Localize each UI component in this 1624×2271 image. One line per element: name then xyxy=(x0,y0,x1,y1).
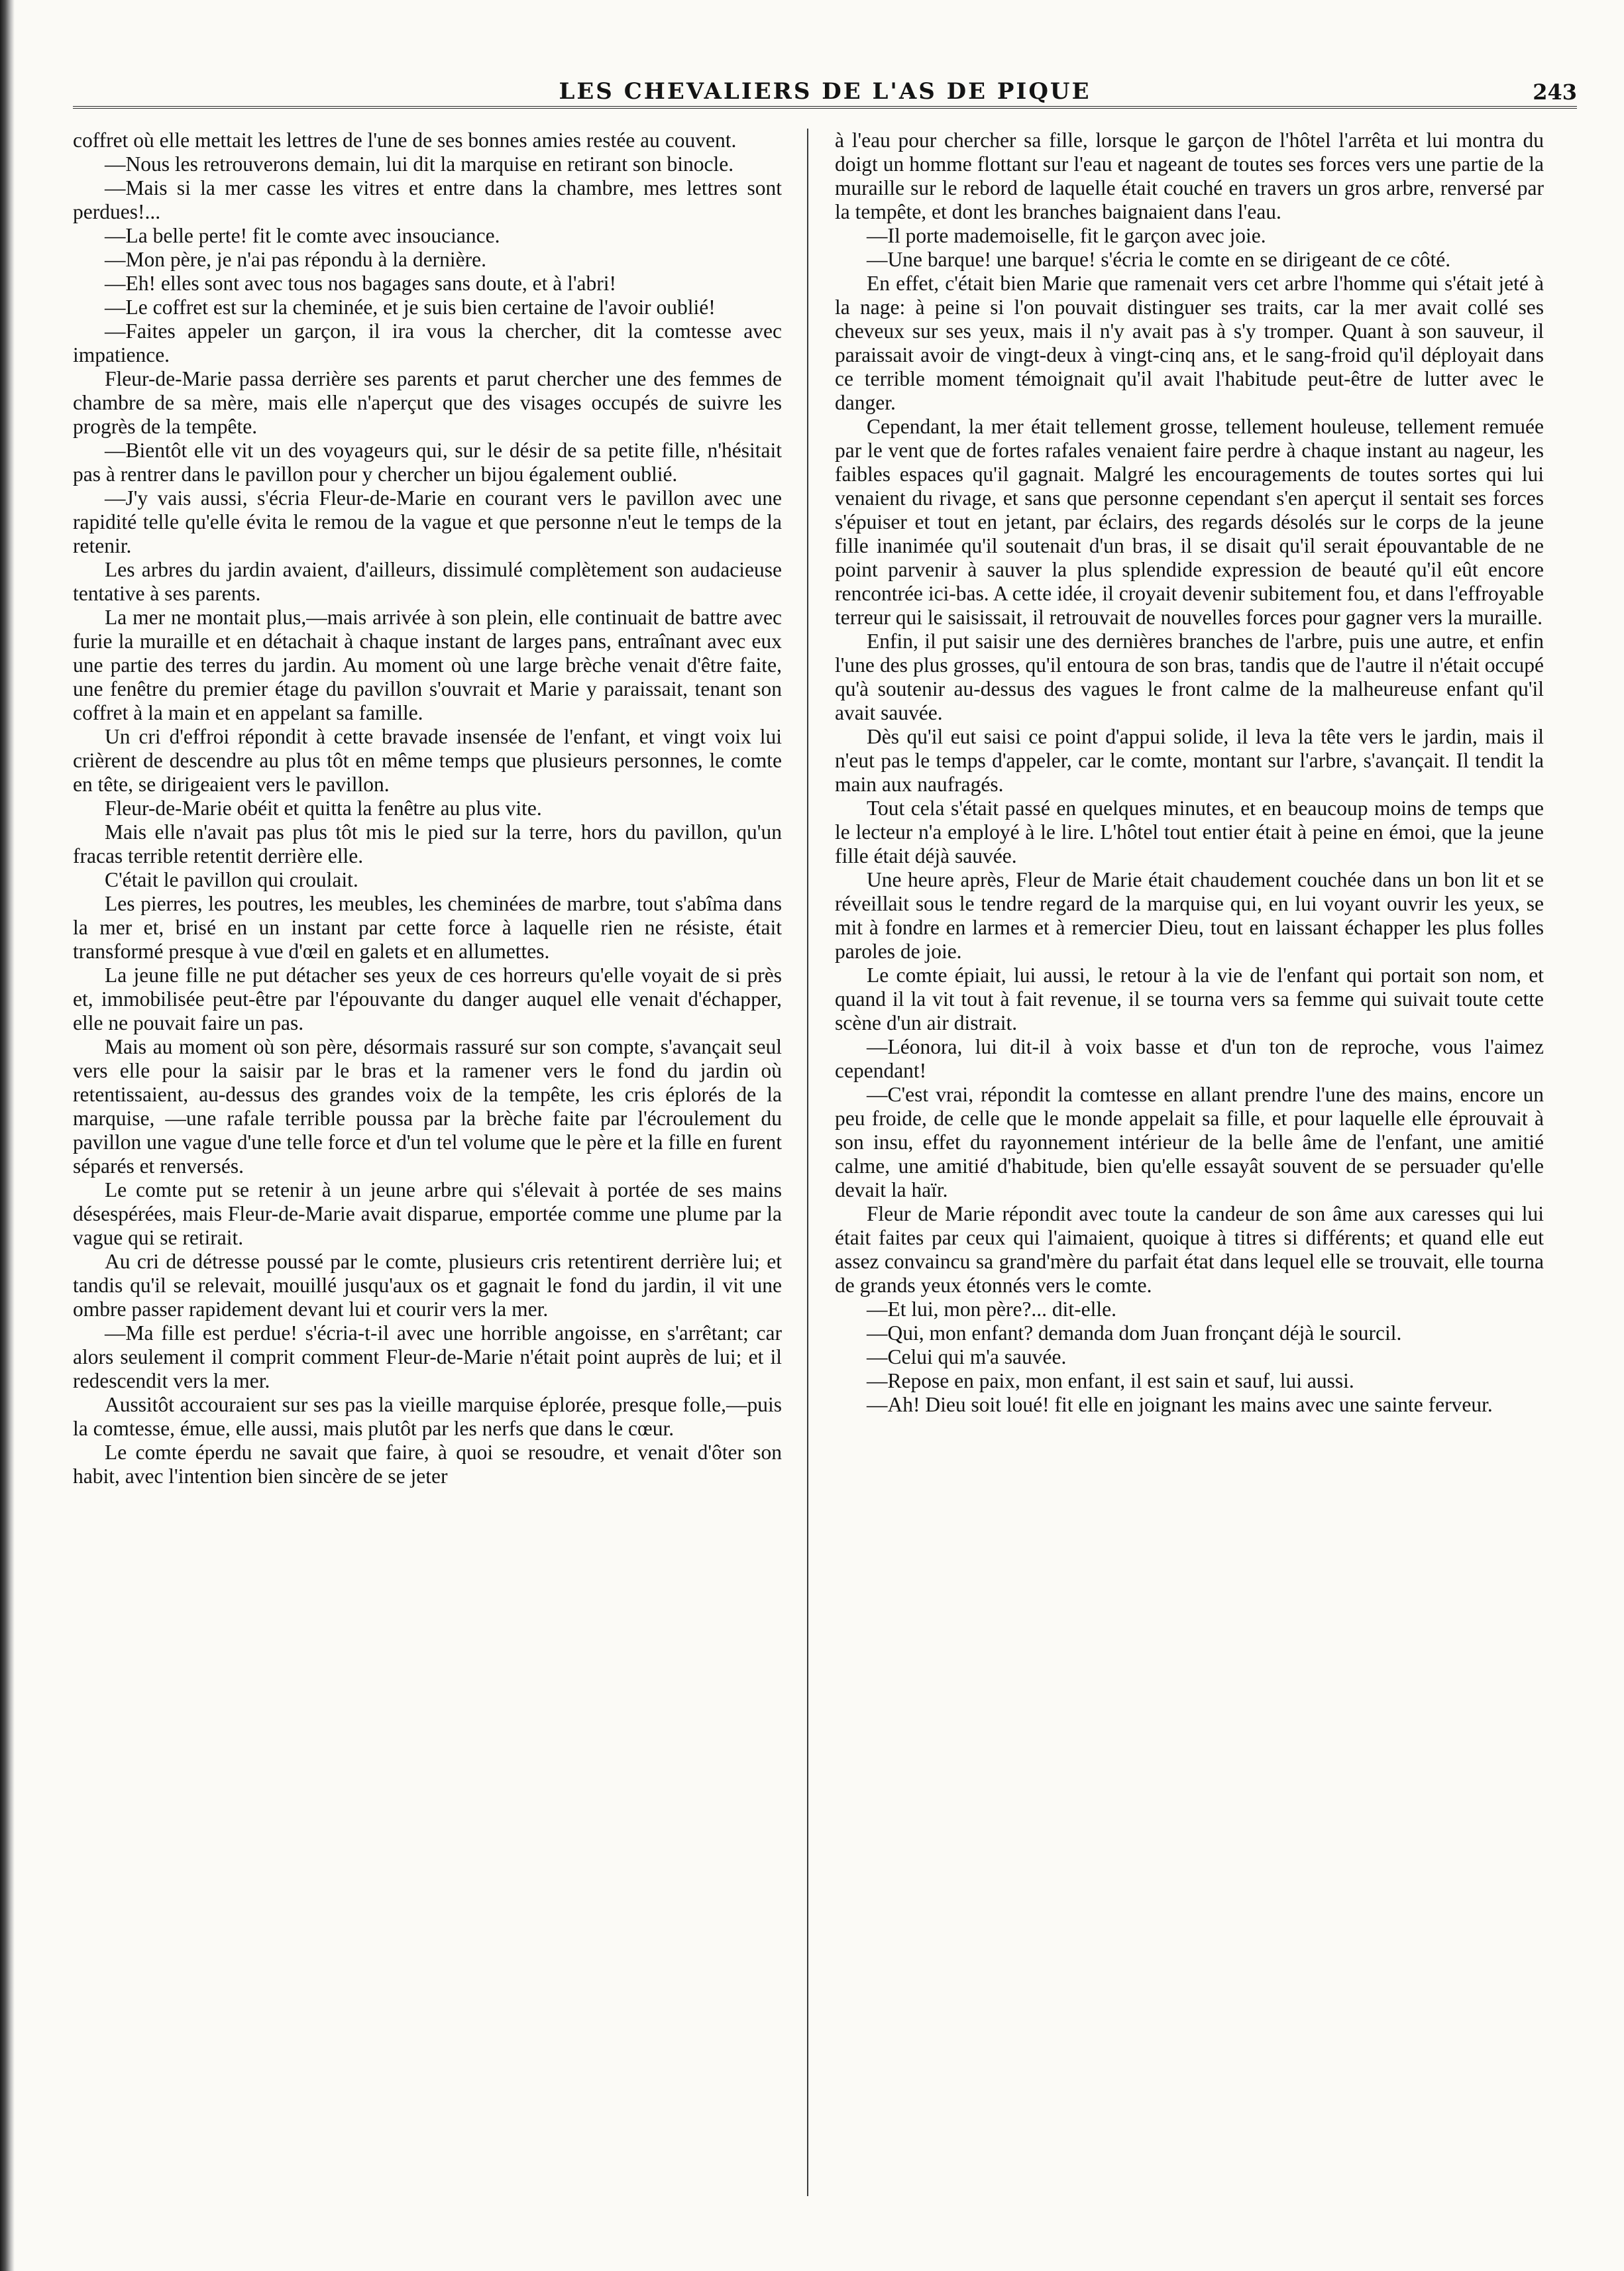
paragraph: —Mon père, je n'ai pas répondu à la dernière. xyxy=(105,248,486,271)
paragraph: Aussitôt accouraient sur ses pas la vieille marquise éplorée, presque folle,—puis la comtesse, émue, elle aussi, mais plutôt par les nerfs que dans le cœur. xyxy=(73,1393,782,1440)
paragraph: —La belle perte! fit le comte avec insouciance. xyxy=(105,224,500,247)
text-columns xyxy=(73,129,1577,2236)
paragraph: coffret où elle mettait les lettres de l'une de ses bonnes amies restée au couvent. xyxy=(73,129,737,152)
paragraph: Les pierres, les poutres, les meubles, les cheminées de marbre, tout s'abîma dans la mer et, brisé en un instant par cette force à laquelle rien ne résiste, était transformé presque à vue d'œil en galets et en allumettes. xyxy=(73,892,782,963)
paragraph: Tout cela s'était passé en quelques minutes, et en beaucoup moins de temps que le lecteur n'a employé à le lire. L'hôtel tout entier était à peine en émoi, que la jeune fille était déjà sauvée. xyxy=(835,797,1544,867)
paragraph: C'était le pavillon qui croulait. xyxy=(105,868,358,891)
page-number: 243 xyxy=(1533,80,1577,105)
paragraph: Le comte put se retenir à un jeune arbre qui s'élevait à portée de ses mains désespérées, mais Fleur-de-Marie avait disparue, emportée comme une plume par la vague qui se retirait. xyxy=(73,1178,782,1249)
paragraph: —C'est vrai, répondit la comtesse en allant prendre l'une des mains, encore un peu froide, de celle que le monde appelait sa fille, et pour laquelle elle éprouvait à son insu, effet du rayonnement intérieur de la belle âme de l'enfant, une amitié calme, une amitié d'habitude, bien qu'elle essayât souvent de se persuader qu'elle devait la haïr. xyxy=(835,1083,1544,1201)
paragraph: Dès qu'il eut saisi ce point d'appui solide, il leva la tête vers le jardin, mais il n'eut pas le temps d'appeler, car le comte, montant sur l'arbre, s'avançait. Il tendit la main aux naufragés. xyxy=(835,725,1544,796)
left-column xyxy=(73,129,782,2236)
paragraph: La jeune fille ne put détacher ses yeux de ces horreurs qu'elle voyait de si près et, immobilisée peut-être par l'épouvante du danger auquel elle venait d'échapper, elle ne pouvait faire un pas. xyxy=(73,964,782,1034)
paragraph: —Faites appeler un garçon, il ira vous la chercher, dit la comtesse avec impatience. xyxy=(73,319,782,366)
paragraph: —Mais si la mer casse les vitres et entre dans la chambre, mes lettres sont perdues!... xyxy=(73,176,782,223)
paragraph: En effet, c'était bien Marie que ramenait vers cet arbre l'homme qui s'était jeté à la nage: à peine si l'on pouvait distinguer ses traits, car la mer avait collé ses cheveux sur ses yeux, mais il n'y avait pas à s'y tromper. Quant à son sauveur, il paraissait avoir de vingt-deux à vingt-cinq ans, et le sang-froid qu'il déployait dans ce terrible moment témoignait qu'il avait l'habitude peut-être de lutter avec le danger. xyxy=(835,272,1544,414)
paragraph: —Une barque! une barque! s'écria le comte en se dirigeant de ce côté. xyxy=(867,248,1451,271)
paragraph: La mer ne montait plus,—mais arrivée à son plein, elle continuait de battre avec furie la muraille et en détachait à chaque instant de larges pans, entraînant avec eux une partie des terres du jardin. Au moment où une large brèche venait d'être faite, une fenêtre du premier étage du pavillon s'ouvrait et Marie y paraissait, tenant son coffret à la main et en appelant sa famille. xyxy=(73,606,782,724)
paragraph: Le comte épiait, lui aussi, le retour à la vie de l'enfant qui portait son nom, et quand il la vit tout à fait revenue, il se tourna vers sa femme qui suivait toute cette scène d'un air distrait. xyxy=(835,964,1544,1034)
paragraph: Cependant, la mer était tellement grosse, tellement houleuse, tellement remuée par le vent que de fortes rafales venaient faire perdre à chaque instant au nageur, les faibles espaces qu'il gagnait. Malgré les encouragements de toutes sortes qui lui venaient du rivage, et sans que personne cependant s'en aperçut il sentait ses forces s'épuiser et tout en jetant, par éclairs, des regards désolés sur le corps de la jeune fille inanimée qu'il soutenait d'un bras, il se disait qu'il serait épouvantable de ne point parvenir à sauver la plus splendide expression de beauté qu'il eût encore rencontrée ici-bas. A cette idée, il croyait devenir subitement fou, et dans l'effroyable terreur qui le saisissait, il retrouvait de nouvelles forces pour gagner vers la muraille. xyxy=(835,415,1544,629)
paragraph: —Qui, mon enfant? demanda dom Juan fronçant déjà le sourcil. xyxy=(867,1321,1402,1345)
right-column xyxy=(835,129,1544,2236)
column-divider xyxy=(807,129,808,2196)
paragraph: Enfin, il put saisir une des dernières branches de l'arbre, puis une autre, et enfin l'une des plus grosses, qu'il entoura de son bras, tandis que de l'autre il n'était occupé qu'à soutenir au-dessus des vagues le front calme de la malheureuse enfant qu'il avait sauvée. xyxy=(835,630,1544,724)
running-header xyxy=(73,60,1577,109)
paragraph: Une heure après, Fleur de Marie était chaudement couchée dans un bon lit et se réveillait sous le tendre regard de la marquise qui, en lui voyant ouvrir les yeux, se mit à fondre en larmes et à remercier Dieu, tout en laissant échapper les plus folles paroles de joie. xyxy=(835,868,1544,963)
binding-shadow xyxy=(0,0,15,2271)
paragraph: —Ma fille est perdue! s'écria-t-il avec une horrible angoisse, en s'arrêtant; car alors seulement il comprit comment Fleur-de-Marie n'était point auprès de lui; et il redescendit vers la mer. xyxy=(73,1321,782,1392)
paragraph: —Eh! elles sont avec tous nos bagages sans doute, et à l'abri! xyxy=(105,272,616,295)
paragraph: —Bientôt elle vit un des voyageurs qui, sur le désir de sa petite fille, n'hésitait pas à rentrer dans le pavillon pour y chercher un bijou également oublié. xyxy=(73,439,782,486)
paragraph: —J'y vais aussi, s'écria Fleur-de-Marie en courant vers le pavillon avec une rapidité telle qu'elle évita le remou de la vague et que personne n'eut le temps de la retenir. xyxy=(73,486,782,557)
paragraph: Mais elle n'avait pas plus tôt mis le pied sur la terre, hors du pavillon, qu'un fracas terrible retentit derrière elle. xyxy=(73,820,782,867)
paragraph: Le comte éperdu ne savait que faire, à quoi se resoudre, et venait d'ôter son habit, avec l'intention bien sincère de se jeter xyxy=(73,1441,782,1488)
page-title: LES CHEVALIERS DE L'AS DE PIQUE xyxy=(559,78,1091,105)
paragraph: —Ah! Dieu soit loué! fit elle en joignant les mains avec une sainte ferveur. xyxy=(867,1393,1493,1416)
paragraph: —Il porte mademoiselle, fit le garçon avec joie. xyxy=(867,224,1266,247)
paragraph: Au cri de détresse poussé par le comte, plusieurs cris retentirent derrière lui; et tandis qu'il se relevait, mouillé jusqu'aux os et gagnait le fond du jardin, il vit une ombre passer rapidement devant lui et courir vers la mer. xyxy=(73,1250,782,1321)
paragraph: —Celui qui m'a sauvée. xyxy=(867,1345,1067,1368)
paragraph: Un cri d'effroi répondit à cette bravade insensée de l'enfant, et vingt voix lui crièrent de descendre au plus tôt en même temps que plusieurs personnes, le comte en tête, se dirigeaient vers le pavillon. xyxy=(73,725,782,796)
paragraph: Fleur de Marie répondit avec toute la candeur de son âme aux caresses qui lui était faites par ceux qui l'aimaient, quoique à titres si différents; et quand elle eut assez convaincu sa grand'mère du parfait état dans lequel elle se trouvait, elle tourna de grands yeux étonnés vers le comte. xyxy=(835,1202,1544,1297)
paragraph: —Léonora, lui dit-il à voix basse et d'un ton de reproche, vous l'aimez cependant! xyxy=(835,1035,1544,1082)
paragraph: Mais au moment où son père, désormais rassuré sur son compte, s'avançait seul vers elle pour la saisir par le bras et la ramener vers le fond du jardin où retentissaient, au-dessus des grandes voix de la tempête, les cris éplorés de la marquise, —une rafale terrible poussa par la brèche faite par l'écroulement du pavillon une vague d'une telle force et d'un tel volume que le père et la fille en furent séparés et renversés. xyxy=(73,1035,782,1178)
paragraph: à l'eau pour chercher sa fille, lorsque le garçon de l'hôtel l'arrêta et lui montra du doigt un homme flottant sur l'eau et nageant de toutes ses forces vers une partie de la muraille sur le rebord de laquelle était couché en travers un gros arbre, renversé par la tempête, et dont les branches baignaient dans l'eau. xyxy=(835,129,1544,223)
paragraph: —Repose en paix, mon enfant, il est sain et sauf, lui aussi. xyxy=(867,1369,1354,1392)
paragraph: Fleur-de-Marie passa derrière ses parents et parut chercher une des femmes de chambre de sa mère, mais elle n'aperçut que des visages occupés de suivre les progrès de la tempête. xyxy=(73,367,782,438)
paragraph: —Et lui, mon père?... dit-elle. xyxy=(867,1298,1117,1321)
paragraph: Fleur-de-Marie obéit et quitta la fenêtre au plus vite. xyxy=(105,797,542,820)
paragraph: —Nous les retrouverons demain, lui dit la marquise en retirant son binocle. xyxy=(105,152,734,176)
newspaper-page xyxy=(73,60,1577,2246)
paragraph: Les arbres du jardin avaient, d'ailleurs, dissimulé complètement son audacieuse tentative à ses parents. xyxy=(73,558,782,605)
paragraph: —Le coffret est sur la cheminée, et je suis bien certaine de l'avoir oublié! xyxy=(105,296,716,319)
